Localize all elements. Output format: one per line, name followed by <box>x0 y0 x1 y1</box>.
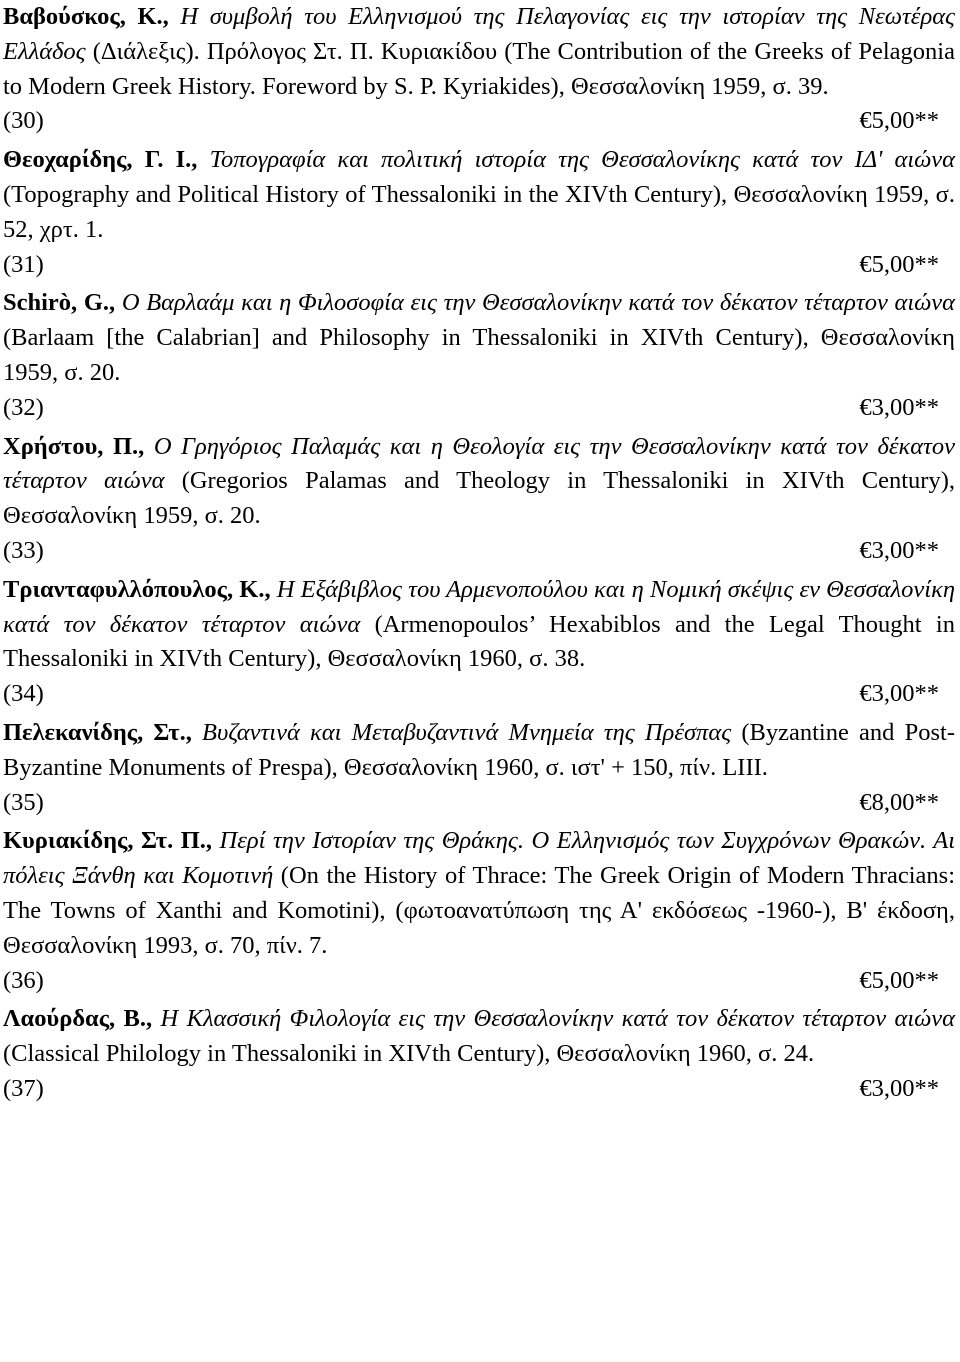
entry-number: (36) <box>3 966 44 994</box>
citation <box>3 0 955 104</box>
price: €5,00** <box>859 107 939 135</box>
price-line <box>3 248 955 283</box>
book-title: Η συμβολή του Ελληνισμού της Πελαγονίας εις την ιστορίαν της Νεωτέρας Ελλάδος <box>3 3 956 65</box>
price: €3,00** <box>859 536 939 564</box>
catalog-entry <box>3 824 955 998</box>
separator: , <box>205 827 220 855</box>
catalog-page <box>3 0 955 1107</box>
book-title: Τοπογραφία και πολιτική ιστορία της Θεσσαλονίκης κατά τον ΙΔ' αιώνα <box>209 146 955 174</box>
entry-number: (32) <box>3 393 44 421</box>
book-title: Ο Βαρλαάμ και η Φιλοσοφία εις την Θεσσαλονίκην κατά τον δέκατον τέταρτον αιώνα <box>121 289 955 317</box>
catalog-entry <box>3 286 955 425</box>
separator: , <box>185 718 203 746</box>
entry-number: (34) <box>3 680 44 708</box>
price: €3,00** <box>859 1074 939 1102</box>
book-title: Περί την Ιστορίαν της Θράκης. Ο Ελληνισμός των Συγχρόνων Θρακών. Αι πόλεις Ξάνθη και Κομοτινή <box>3 827 956 890</box>
entry-number: (37) <box>3 1074 44 1102</box>
author: Πελεκανίδης, Στ. <box>3 718 186 746</box>
book-title: Ο Γρηγόριος Παλαμάς και η Θεολογία εις την Θεσσαλονίκην κατά τον δέκατον τέταρτον αιώνα <box>3 432 955 495</box>
price: €5,00** <box>859 966 939 994</box>
price-line <box>3 104 955 139</box>
price-line <box>3 1072 955 1107</box>
description: (Byzantine and Post-Byzantine Monuments of Prespa), Θεσσαλονίκη 1960, σ. ιστ' + 150, πίν. LIII. <box>3 718 955 781</box>
author: Λαούρδας, Β. <box>3 1005 147 1033</box>
price-line <box>3 677 955 712</box>
price-line <box>3 534 955 569</box>
description: (Διάλεξις). Πρόλογος Στ. Π. Κυριακίδου (The Contribution of the Greeks of Pelagonia to Modern Greek History. Foreword by S. P. Kyriakides), Θεσσαλονίκη 1959, σ. 39. <box>3 37 955 100</box>
separator: , <box>109 289 122 317</box>
description: (Barlaam [the Calabrian] and Philosophy in Thessaloniki in XIVth Century), Θεσσαλονίκη 1959, σ. 20. <box>3 324 955 386</box>
description: (Gregorios Palamas and Theology in Thessaloniki in XIVth Century), Θεσσαλονίκη 1959, σ. 20. <box>3 467 955 530</box>
price: €3,00** <box>859 680 939 708</box>
separator: , <box>138 432 154 460</box>
author: Χρήστου, Π. <box>3 432 139 460</box>
book-title: Η Εξάβιβλος του Αρμενοπούλου και η Νομική σκέψις εν Θεσσαλονίκη κατά τον δέκατον τέταρτον αιώνα <box>3 575 955 638</box>
citation <box>3 430 955 534</box>
citation <box>3 824 955 963</box>
catalog-entry <box>3 716 955 820</box>
price: €5,00** <box>859 250 939 278</box>
description: (Armenopoulos’ Hexabiblos and the Legal Thought in Thessaloniki in XIVth Century), Θεσσαλονίκη 1960, σ. 38. <box>3 610 955 673</box>
author: Κυριακίδης, Στ. Π. <box>3 827 206 855</box>
citation <box>3 1002 955 1072</box>
author: Schirò, G. <box>3 289 110 317</box>
author: Τριανταφυλλόπουλος, Κ. <box>3 575 265 603</box>
citation <box>3 573 955 677</box>
catalog-entry <box>3 430 955 569</box>
entry-number: (35) <box>3 788 44 816</box>
price: €3,00** <box>859 393 939 421</box>
citation <box>3 286 955 390</box>
catalog-entry <box>3 1002 955 1106</box>
separator: , <box>146 1005 161 1033</box>
author: Βαβούσκος, Κ. <box>3 3 163 30</box>
catalog-entry <box>3 0 955 139</box>
separator: , <box>264 575 277 603</box>
separator: , <box>191 146 210 174</box>
book-title: Η Κλασσική Φιλολογία εις την Θεσσαλονίκην κατά τον δέκατον τέταρτον αιώνα <box>160 1005 955 1033</box>
price-line <box>3 964 955 999</box>
price: €8,00** <box>859 788 939 816</box>
price-line <box>3 391 955 426</box>
separator: , <box>162 3 181 30</box>
author: Θεοχαρίδης, Γ. Ι. <box>3 146 192 174</box>
citation <box>3 716 955 786</box>
entry-number: (31) <box>3 250 44 278</box>
description: (Topography and Political History of Thessaloniki in the XIVth Century), Θεσσαλονίκη 1959, σ. 52, χρτ. 1. <box>3 180 955 243</box>
catalog-entry <box>3 143 955 282</box>
description: (Classical Philology in Thessaloniki in XIVth Century), Θεσσαλονίκη 1960, σ. 24. <box>3 1040 815 1068</box>
description: (On the History of Thrace: The Greek Origin of Modern Thracians: The Towns of Xanthi and Komotini), (φωτοανατύπωση της Α' εκδόσεως -1960-), Β' έκδοση, Θεσσαλονίκη 1993, σ. 70, πίν. 7. <box>3 862 955 959</box>
book-title: Βυζαντινά και Μεταβυζαντινά Μνημεία της Πρέσπας <box>202 718 732 746</box>
entry-number: (33) <box>3 536 44 564</box>
price-line <box>3 786 955 821</box>
catalog-entry <box>3 573 955 712</box>
citation <box>3 143 955 247</box>
entry-number: (30) <box>3 107 44 135</box>
